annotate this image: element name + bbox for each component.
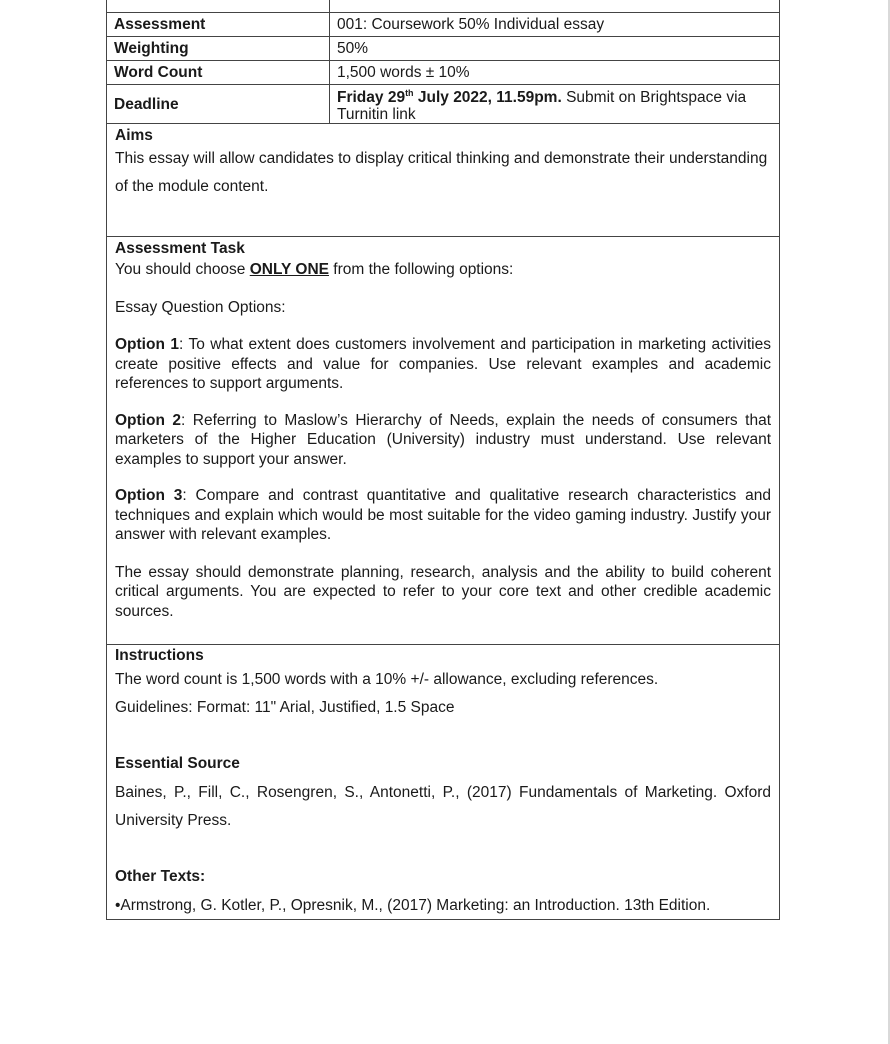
- instructions-heading: Instructions: [115, 647, 204, 664]
- option-2-label: Option 2: [115, 411, 182, 429]
- word-count-label: Word Count: [107, 61, 330, 85]
- essential-source-text: Baines, P., Fill, C., Rosengren, S., Antonetti, P., (2017) Fundamentals of Marketing. Oxford University Press.: [115, 784, 771, 829]
- option-2: [115, 411, 771, 470]
- format-guidelines: Guidelines: Format: 11" Arial, Justified, 1.5 Space: [115, 699, 455, 716]
- deadline-date: [337, 89, 562, 106]
- task-closing-text: The essay should demonstrate planning, research, analysis and the ability to build coherent critical arguments. You are expected to refer to your core text and other credible academic sources.: [115, 563, 771, 620]
- other-texts-heading: Other Texts:: [115, 868, 206, 885]
- assessment-label: Assessment: [107, 13, 330, 37]
- assessment-document: [106, 0, 780, 920]
- option-1: [115, 335, 771, 394]
- other-texts-item: •Armstrong, G. Kotler, P., Opresnik, M., (2017) Marketing: an Introduction. 13th Edition.: [115, 897, 711, 914]
- deadline-day-suffix: th: [405, 87, 414, 98]
- aims-text: This essay will allow candidates to display critical thinking and demonstrate their understanding of the module content.: [115, 150, 768, 195]
- weighting-label: Weighting: [107, 37, 330, 61]
- assessment-value: 001: Coursework 50% Individual essay: [330, 13, 780, 37]
- deadline-value: [330, 85, 780, 124]
- option-1-label: Option 1: [115, 336, 179, 353]
- table-row: [107, 0, 780, 13]
- deadline-date-rest: July 2022, 11.59pm.: [413, 88, 562, 106]
- choose-prefix: You should choose: [115, 261, 250, 278]
- task-heading: Assessment Task: [115, 240, 245, 257]
- aims-heading: Aims: [115, 127, 153, 144]
- assessment-info-table: [106, 0, 780, 124]
- option-3: [115, 486, 771, 545]
- table-row: [107, 85, 780, 124]
- table-row: [107, 37, 780, 61]
- essential-source-heading: Essential Source: [115, 755, 240, 772]
- word-count-instruction: The word count is 1,500 words with a 10% +/- allowance, excluding references.: [115, 671, 659, 688]
- choose-instruction: [115, 260, 771, 279]
- word-count-value: 1,500 words ± 10%: [330, 61, 780, 85]
- deadline-label: Deadline: [107, 85, 330, 124]
- weighting-value: 50%: [330, 37, 780, 61]
- table-row: [107, 13, 780, 37]
- assessment-task-section: [106, 237, 780, 645]
- option-2-text: : Referring to Maslow’s Hierarchy of Needs, explain the needs of consumers that marketers of the Higher Education (University) industry must understand. Use relevant examples to support your answer.: [115, 411, 772, 468]
- table-row: [107, 61, 780, 85]
- option-3-text: : Compare and contrast quantitative and qualitative research characteristics and techniques and explain which would be most suitable for the video gaming industry. Justify your answer with relevant examples.: [115, 487, 771, 543]
- choose-suffix: from the following options:: [328, 261, 514, 278]
- option-3-label: Option 3: [115, 487, 183, 504]
- options-label: Essay Question Options:: [115, 299, 286, 316]
- deadline-note: Submit on Brightspace via Turnitin link: [337, 88, 747, 123]
- option-1-text: : To what extent does customers involvement and participation in marketing activities create positive effects and value for companies. Use relevant examples and academic references to support arguments.: [115, 336, 771, 392]
- instructions-section: [106, 645, 780, 920]
- row-label: [107, 0, 330, 13]
- choose-emphasis: ONLY ONE: [249, 261, 329, 278]
- deadline-day: Friday 29: [337, 88, 406, 106]
- row-value: [330, 0, 780, 13]
- aims-section: [106, 124, 780, 237]
